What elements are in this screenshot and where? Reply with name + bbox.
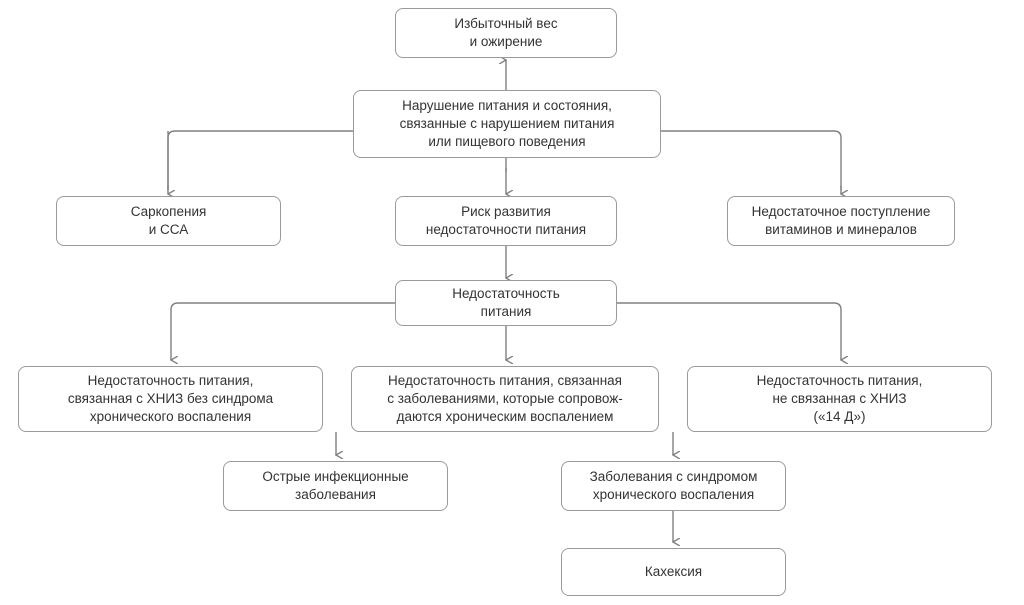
node-chronic-inflammation-diseases-label: Заболевания с синдромом хронического воспаления (589, 468, 758, 502)
node-acute-infectious-label: Острые инфекционные заболевания (262, 468, 409, 502)
node-malnutrition (395, 280, 617, 326)
node-malnutrition-with-inflammation (351, 366, 659, 432)
node-sarcopenia-label: Саркопения и ССА (130, 203, 207, 237)
node-malnutrition-not-ncd (687, 366, 992, 432)
node-vitamin-deficiency (727, 196, 955, 246)
node-malnutrition-label: Недостаточность питания (452, 285, 560, 319)
node-acute-infectious (223, 461, 448, 511)
node-overweight-label: Избыточный вес и ожирение (454, 15, 558, 49)
node-malnutrition-with-inflammation-label: Недостаточность питания, связанная с заболеваниями, которые сопровож- даются хроническим воспалением (387, 372, 623, 425)
node-eating-disorders-label: Нарушение питания и состояния, связанные с нарушением питания или пищевого поведения (399, 97, 615, 150)
node-risk-malnutrition-label: Риск развития недостаточности питания (425, 203, 587, 237)
node-malnutrition-ncd-no-inflammation-label: Недостаточность питания, связанная с ХНИЗ без синдрома хронического воспаления (67, 372, 274, 425)
node-malnutrition-ncd-no-inflammation (18, 366, 323, 432)
node-chronic-inflammation-diseases (561, 461, 786, 511)
node-sarcopenia (56, 196, 281, 246)
node-eating-disorders (353, 90, 661, 158)
node-malnutrition-not-ncd-label: Недостаточность питания, не связанная с ХНИЗ («14 Д») (756, 372, 923, 425)
node-risk-malnutrition (395, 196, 617, 246)
node-overweight (395, 8, 617, 58)
node-vitamin-deficiency-label: Недостаточное поступление витаминов и минералов (751, 203, 931, 237)
node-cachexia (561, 548, 786, 596)
node-cachexia-label: Кахексия (644, 563, 703, 579)
